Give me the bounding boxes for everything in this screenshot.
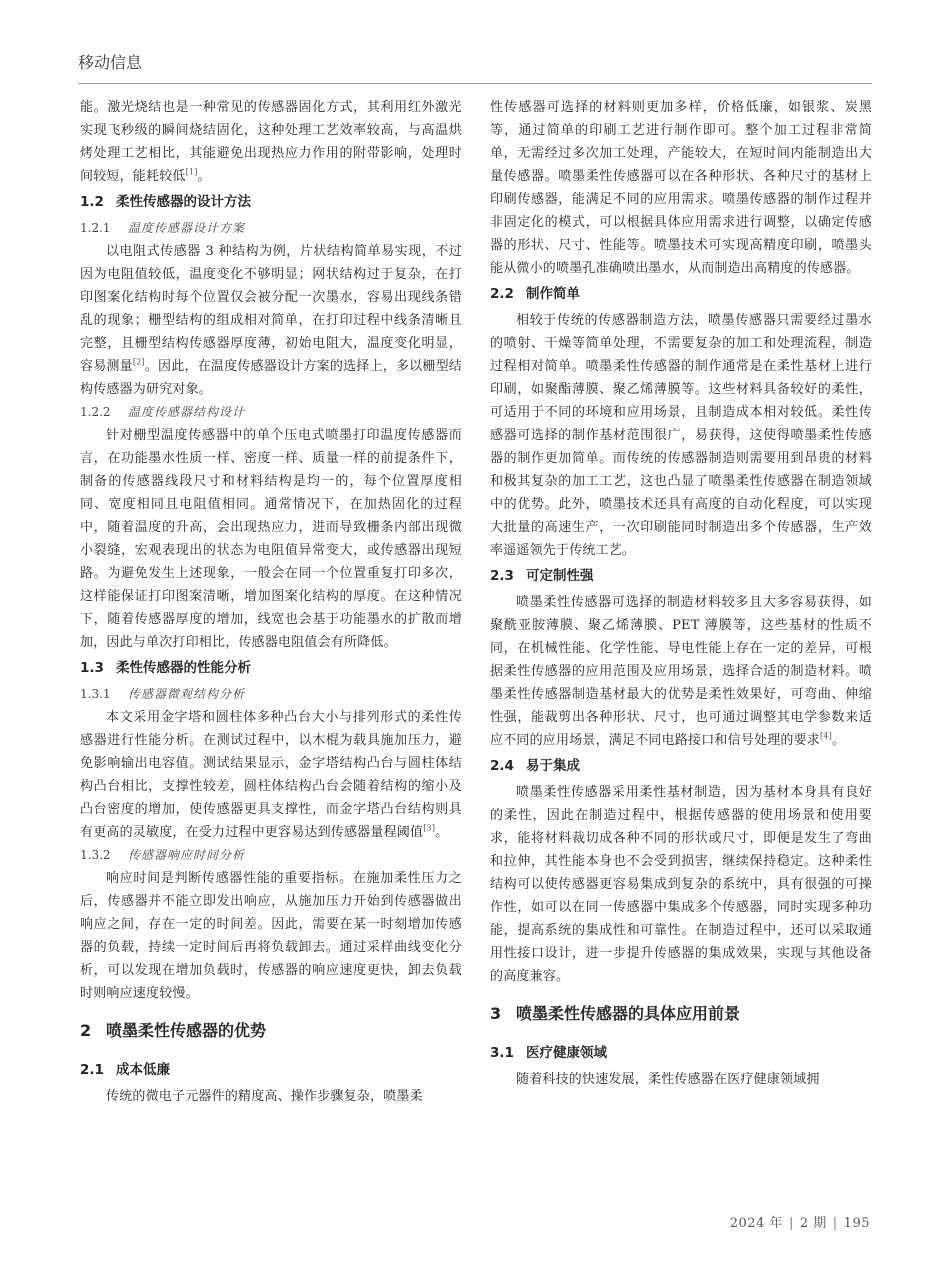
- section-title: 可定制性强: [526, 568, 594, 584]
- footer-separator: |: [788, 1216, 794, 1231]
- section-heading-2-4: [490, 755, 872, 778]
- subsection-title: 传感器微观结构分析: [128, 687, 246, 701]
- left-column: [80, 96, 462, 1108]
- paragraph-1-3-2: 响应时间是判断传感器性能的重要指标。在施加柔性压力之后，传感器并不能立即发出响应，从施加压力开始到传感器做出响应之间，存在一定的时间差。因此，需要在某一时刻增加传感器的负载，持续一定时间后再将负载卸去。通过采样曲线变化分析，可以发现在增加负载时，传感器的响应速度更快，卸去负载时则响应速度较慢。: [80, 871, 462, 1001]
- paragraph-2-4: 喷墨柔性传感器采用柔性基材制造，因为基材本身具有良好的柔性，因此在制造过程中，根据传感器的使用场景和使用要求，能将材料裁切成各种不同的形状或尺寸，即便是发生了弯曲和拉伸，其性能本身也不会受到损害，继续保持稳定。这种柔性结构可以使传感器更容易集成到复杂的系统中，具有很强的可操作性，如可以在同一传感器中集成多个传感器，同时实现多种功能，提高系统的集成性和可靠性。在制造过程中，还可以采取通用性接口设计，进一步提升传感器的集成效果，实现与其他设备的高度兼容。: [490, 785, 872, 984]
- subsection-heading-1-2-2: [80, 401, 462, 424]
- paragraph-3-1: 随着科技的快速发展，柔性传感器在医疗健康领域拥: [516, 1072, 820, 1087]
- section-number: 3: [490, 1004, 502, 1023]
- footer-year: 2024 年: [729, 1216, 783, 1231]
- header-divider: [78, 83, 872, 84]
- section-number: 1.3: [80, 660, 104, 676]
- paragraph-text: 能。激光烧结也是一种常见的传感器固化方式，其利用红外激光实现飞秒级的瞬间烧结固化，这种处理工艺效率较高，与高温烘烤处理工艺相比，其能避免出现热应力作用的附带影响，处理时间较短，能耗较低: [80, 100, 462, 184]
- section-title: 制作简单: [526, 286, 580, 302]
- paragraph-1-3-1: [80, 706, 462, 844]
- section-title: 喷墨柔性传感器的优势: [106, 1021, 267, 1040]
- paragraph-text: 本文采用金字塔和圆柱体多种凸台大小与排列形式的柔性传感器进行性能分析。在测试过程中，以木棍为载具施加压力，避免影响输出电容值。测试结果显示，金字塔结构凸台与圆柱体结构凸台相比，支撑性较差，圆柱体结构凸台会随着结构的缩小及凸台密度的增加，使传感器更具支撑性，而金字塔凸台结构则具有更高的灵敏度，在受力过程中更容易达到传感器量程阈值: [80, 710, 462, 840]
- section-number: 2.1: [80, 1062, 104, 1078]
- paragraph-2-3: [490, 591, 872, 752]
- section-heading-2-3: [490, 565, 872, 588]
- citation-ref[interactable]: [1]: [185, 167, 198, 177]
- subsection-heading-1-2-1: [80, 217, 462, 240]
- subsection-title: 传感器响应时间分析: [128, 848, 246, 862]
- section-title: 易于集成: [526, 758, 580, 774]
- section-number: 2.3: [490, 568, 514, 584]
- footer-separator: |: [832, 1216, 838, 1231]
- paragraph-text: 以电阻式传感器 3 种结构为例，片状结构简单易实现，不过因为电阻值较低，温度变化不够明显；网状结构过于复杂，在打印图案化结构时每个位置仅会被分配一次墨水，容易出现线条错乱的现象；栅型结构的组成相对简单，在打印过程中线条清晰且完整，且栅型结构传感器厚度薄，初始电阻大，温度变化明显，容易测量: [80, 244, 462, 374]
- section-title: 医疗健康领域: [526, 1045, 607, 1061]
- section-title: 柔性传感器的性能分析: [116, 660, 251, 676]
- citation-ref[interactable]: [2]: [132, 357, 145, 367]
- page-footer: [730, 1212, 870, 1231]
- citation-ref[interactable]: [3]: [423, 823, 436, 833]
- paragraph-text: 喷墨柔性传感器可选择的制造材料较多且大多容易获得，如聚酰亚胺薄膜、聚乙烯薄膜、PET 薄膜等，这些基材的性质不同，在机械性能、化学性能、导电性能上存在一定的差异，可根据柔性传感器的应用范围及应用场景，选择合适的制造材料。喷墨柔性传感器制造基材最大的优势是柔性效果好，可弯曲、伸缩性强，能裁剪出各种形状、尺寸，也可通过调整其电学参数来适应不同的应用场景，满足不同电路接口和信号处理的要求: [490, 595, 872, 748]
- punctuation: 。: [197, 169, 211, 184]
- subsection-title: 温度传感器结构设计: [128, 405, 246, 419]
- section-number: 2.4: [490, 758, 514, 774]
- subsection-heading-1-3-2: [80, 844, 462, 867]
- subsection-heading-1-3-1: [80, 683, 462, 706]
- paragraph-2-1: 传统的微电子元器件的精度高、操作步骤复杂，喷墨柔: [106, 1089, 423, 1104]
- section-title: 柔性传感器的设计方法: [116, 194, 251, 210]
- section-heading-3-1: [490, 1042, 872, 1065]
- section-number: 3.1: [490, 1045, 514, 1061]
- punctuation: 。: [831, 733, 846, 748]
- paragraph-1-2-1: [80, 240, 462, 401]
- citation-ref[interactable]: [4]: [820, 731, 832, 741]
- section-heading-3: [490, 1002, 872, 1026]
- paragraph-2-2: 相较于传统的传感器制造方法，喷墨传感器只需要经过墨水的喷射、干燥等简单处理，不需要复杂的加工和处理流程，制造过程相对简单。喷墨柔性传感器的制作通常是在柔性基材上进行印刷，如聚酯薄膜、聚乙烯薄膜等。这些材料具备较好的柔性，可适用于不同的环境和应用场景，且制造成本相对较低。柔性传感器可选择的制作基材范围很广，易获得，这使得喷墨柔性传感器的制作更加简单。而传统的传感器制造则需要用到昂贵的材料和极其复杂的加工工艺，这也凸显了喷墨柔性传感器在制造领域中的优势。此外，喷墨技术还具有高度的自动化程度，可以实现大批量的高速生产，一次印刷能同时制造出多个传感器，生产效率遥遥领先于传统工艺。: [490, 313, 872, 558]
- section-heading-2: [80, 1019, 462, 1043]
- subsection-number: 1.3.2: [80, 848, 111, 862]
- section-title: 成本低廉: [116, 1062, 170, 1078]
- subsection-number: 1.2.1: [80, 221, 111, 235]
- section-title: 喷墨柔性传感器的具体应用前景: [516, 1004, 741, 1023]
- section-number: 2: [80, 1021, 92, 1040]
- page-number: 195: [843, 1216, 870, 1231]
- paragraph-intro: [80, 96, 462, 188]
- section-heading-1-2: [80, 191, 462, 214]
- subsection-number: 1.3.1: [80, 687, 111, 701]
- section-number: 2.2: [490, 286, 514, 302]
- paragraph-1-2-2: 针对栅型温度传感器中的单个压电式喷墨打印温度传感器而言，在功能墨水性质一样、密度一样、质量一样的前提条件下，制备的传感器线段尺寸和材料结构是均一的，每个位置厚度相同、宽度相同且电阻值相同。通常情况下，在加热固化的过程中，随着温度的升高，会出现热应力，进而导致栅条内部出现微小裂缝，宏观表现出的状态为电阻值异常变大，或传感器出现短路。为避免发生上述现象，一般会在同一个位置重复打印多次，这样能保证打印图案清晰，增加图案化结构的厚度。在这种情况下，随着传感器厚度的增加，线宽也会基于功能墨水的扩散而增加，因此与单次打印相比，传感器电阻值会有所降低。: [80, 428, 462, 650]
- paragraph-text-tail: 。因此，在温度传感器设计方案的选择上，多以栅型结构传感器为研究对象。: [80, 359, 462, 397]
- subsection-title: 温度传感器设计方案: [128, 221, 246, 235]
- right-column: [490, 96, 872, 1091]
- subsection-number: 1.2.2: [80, 405, 111, 419]
- footer-issue: 2 期: [799, 1216, 827, 1231]
- section-heading-2-1: [80, 1059, 462, 1082]
- section-heading-2-2: [490, 283, 872, 306]
- section-number: 1.2: [80, 194, 104, 210]
- section-heading-1-3: [80, 657, 462, 680]
- journal-title: 移动信息: [78, 53, 143, 72]
- paragraph-2-1-continued: 性传感器可选择的材料则更加多样，价格低廉，如银浆、炭黑等，通过简单的印刷工艺进行制作即可。整个加工过程非常简单，无需经过多次加工处理，产能较大，在短时间内能制造出大量传感器。喷墨柔性传感器可以在各种形状、各种尺寸的基材上印刷传感器，能满足不同的应用需求。喷墨传感器的制作过程并非固定化的模式，可以根据具体应用需求进行调整，以确定传感器的形状、尺寸、性能等。喷墨技术可实现高精度印刷，喷墨头能从微小的喷墨孔准确喷出墨水，从而制造出高精度的传感器。: [490, 100, 872, 276]
- punctuation: 。: [435, 825, 449, 840]
